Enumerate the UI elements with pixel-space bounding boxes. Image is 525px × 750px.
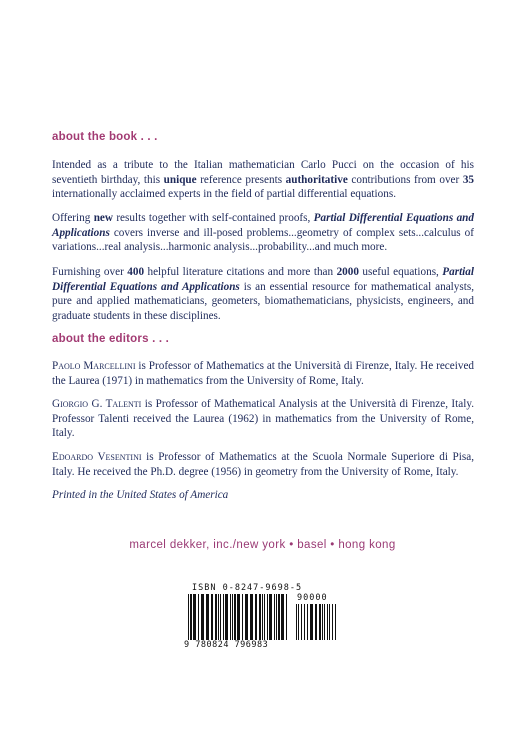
text-run: 400	[127, 266, 145, 278]
isbn-text: ISBN 0-8247-9698-5	[192, 583, 303, 593]
text-run: Partial Differential Equations and Applications	[52, 266, 474, 293]
text-run: covers inverse and ill-posed problems...geometry of complex sets...calculus of variations...real analysis...harmonic analysis...probability...and much more.	[52, 226, 474, 254]
text-run: is Professor of Mathematical Analysis at the Università di Firenze, Italy. Professor Talenti received the Laurea (1962) in mathematics from the University of Rome, Italy.	[52, 398, 474, 440]
barcode-bar	[319, 604, 321, 640]
barcode-bar	[262, 594, 263, 640]
price-code: 90000	[297, 593, 328, 603]
barcode-bar	[269, 594, 272, 640]
barcode-bar	[245, 594, 248, 640]
barcode-bar	[234, 594, 236, 640]
barcode-bar	[201, 594, 204, 640]
barcode-bar	[242, 594, 243, 640]
barcode-bar	[324, 604, 325, 640]
text-run: Partial Differential Equations and Applications	[52, 212, 474, 239]
text-run: unique	[163, 173, 197, 186]
printed-in-note: Printed in the United States of America	[52, 489, 229, 501]
barcode-bar	[307, 604, 308, 640]
barcode-bar	[315, 604, 317, 640]
barcode-bar	[190, 594, 192, 640]
barcode-bar	[188, 594, 189, 640]
ean-digits: 9 780824 796983	[184, 640, 269, 650]
barcode-bar	[335, 604, 336, 640]
text-run: is Professor of Mathematics at the Scuola Normale Superiore di Pisa, Italy. He received the Ph.D. degree (1956) in geometry from the University of Rome, Italy.	[52, 451, 474, 478]
text-run: Edoardo Vesentini	[52, 451, 142, 463]
text-run: Intended as a tribute to the Italian mathematician Carlo Pucci on the occasion of his seventieth birthday, this	[52, 159, 474, 186]
text-run: internationally acclaimed experts in the field of partial differential equations.	[52, 188, 396, 201]
about-book-paragraph-2	[52, 211, 474, 255]
text-run: new	[93, 212, 113, 224]
barcode-bar	[332, 604, 333, 640]
barcode-bar	[211, 594, 213, 640]
about-editors-heading: about the editors . . .	[52, 333, 170, 345]
barcode-bar	[250, 594, 253, 640]
ean-barcode-bars	[188, 594, 290, 642]
barcode-bar	[274, 594, 275, 640]
barcode-bar	[281, 594, 284, 640]
barcode-bar	[193, 594, 196, 640]
about-book-paragraph-1	[52, 158, 474, 202]
text-run: Giorgio G. Talenti	[52, 398, 142, 410]
text-run: is an essential resource for mathematical analysts, pure and applied mathematicians, geometers, biomathematicians, physicists, engineers, and graduate students in these disciplines.	[52, 280, 474, 322]
isbn-barcode	[184, 583, 344, 653]
editor-bio-vesentini	[52, 450, 474, 479]
text-run: Furnishing over	[52, 266, 128, 278]
barcode-bar	[296, 604, 297, 640]
barcode-bar	[301, 604, 302, 640]
text-run: is Professor of Mathematics at the Università di Firenze, Italy. He received the Laurea (1971) in mathematics from the University of Rome, Italy.	[52, 360, 475, 387]
barcode-bar	[230, 594, 231, 640]
text-run: Paolo Marcellini	[52, 360, 136, 372]
barcode-bar	[232, 594, 233, 640]
text-run: reference presents	[196, 173, 286, 186]
text-run: 35	[462, 173, 475, 186]
barcode-bar	[215, 594, 217, 640]
barcode-bar	[298, 604, 299, 640]
barcode-bar	[264, 594, 265, 640]
barcode-bar	[223, 594, 224, 640]
barcode-bar	[327, 604, 328, 640]
editor-bio-talenti	[52, 397, 474, 441]
barcode-bar	[259, 594, 261, 640]
about-book-paragraph-3	[52, 265, 474, 323]
publisher-imprint: marcel dekker, inc./new york • basel • hong kong	[129, 539, 396, 551]
editor-bio-marcellini	[52, 359, 474, 388]
text-run: Offering	[52, 212, 94, 224]
barcode-bar	[198, 594, 199, 640]
text-run: helpful literature citations and more than	[144, 266, 337, 278]
text-run: authoritative	[285, 173, 348, 186]
text-run: 2000	[336, 266, 359, 278]
barcode-bar	[255, 594, 257, 640]
barcode-bar	[278, 594, 280, 640]
text-run: useful equations,	[358, 266, 443, 278]
barcode-bar	[310, 604, 313, 640]
barcode-bar	[322, 604, 323, 640]
price-barcode-bars	[296, 604, 338, 642]
text-run: contributions from over	[347, 173, 463, 186]
barcode-bar	[329, 604, 330, 640]
about-book-heading: about the book . . .	[52, 131, 158, 143]
barcode-bar	[225, 594, 228, 640]
barcode-bar	[218, 594, 219, 640]
barcode-bar	[267, 594, 268, 640]
barcode-bar	[237, 594, 240, 640]
text-run: results together with self-contained proofs,	[112, 212, 314, 224]
barcode-bar	[276, 594, 277, 640]
barcode-bar	[286, 594, 287, 640]
barcode-bar	[304, 604, 305, 640]
barcode-bar	[206, 594, 209, 640]
barcode-bar	[220, 594, 221, 640]
